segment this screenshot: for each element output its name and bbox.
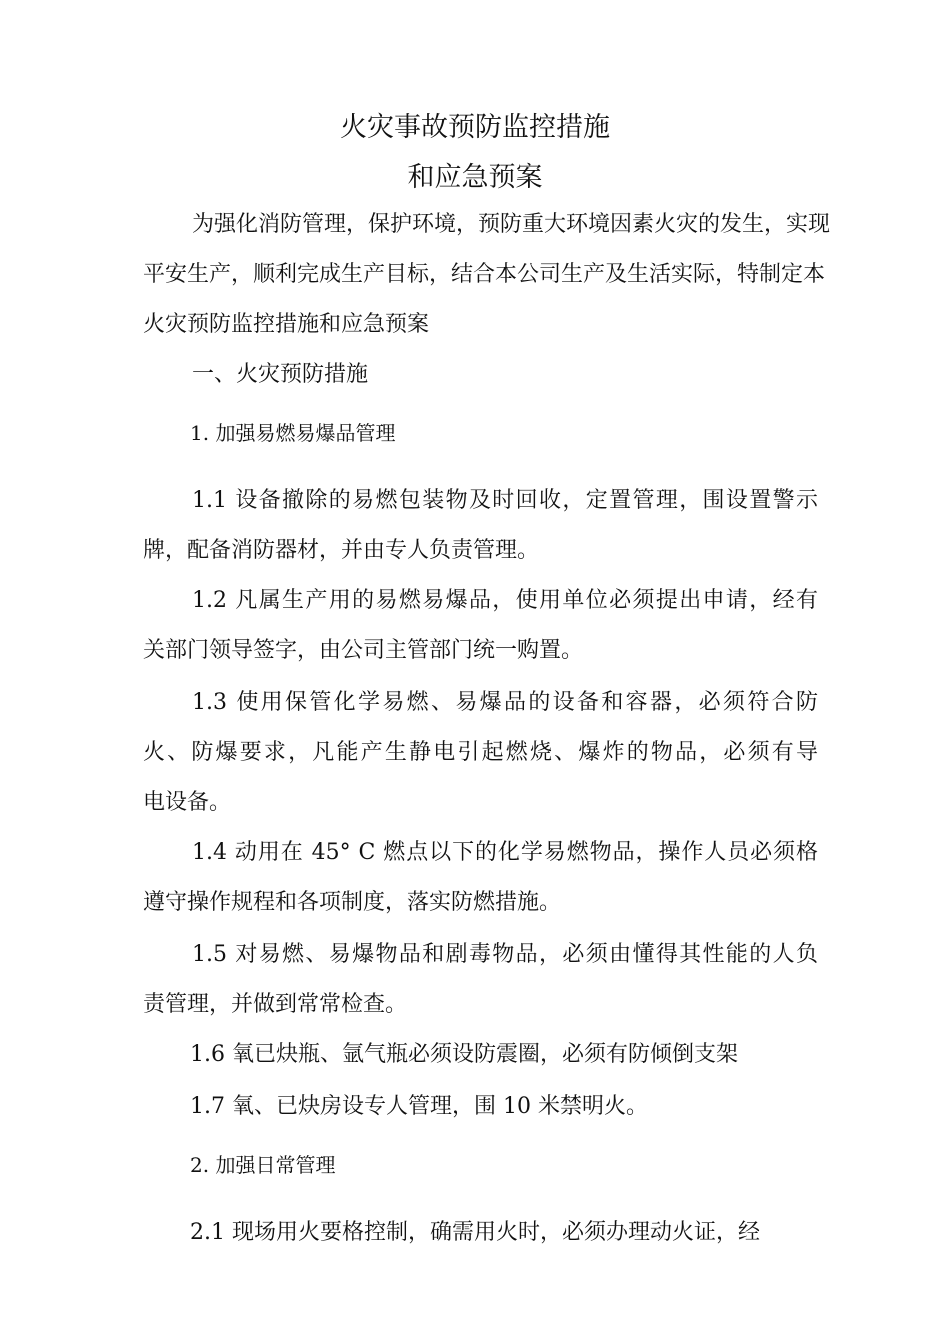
subsection-heading-flammables: 1. 加强易燃易爆品管理: [190, 421, 396, 445]
item-1-3-line-3: 电设备。: [143, 790, 232, 815]
item-1-1-line-1: 1.1 设备撤除的易燃包装物及时回收，定置管理，围设置警示: [192, 488, 818, 513]
item-2-1-line-1: 2.1 现场用火要格控制，确需用火时，必须办理动火证，经: [190, 1220, 760, 1245]
subsection-heading-daily-management: 2. 加强日常管理: [190, 1153, 336, 1177]
item-1-3-line-2: 火、防爆要求，凡能产生静电引起燃烧、爆炸的物品，必须有导: [143, 740, 818, 765]
item-1-1-line-2: 牌，配备消防器材，并由专人负责管理。: [143, 538, 540, 563]
intro-line-1: 为强化消防管理，保护环境，预防重大环境因素火灾的发生，实现: [192, 212, 831, 237]
section-heading-fire-prevention: 一、火灾预防措施: [192, 362, 369, 387]
item-1-5-line-1: 1.5 对易燃、易爆物品和剧毒物品，必须由懂得其性能的人负: [192, 942, 818, 967]
item-1-4-line-1: 1.4 动用在 45° C 燃点以下的化学易燃物品，操作人员必须格: [192, 840, 818, 865]
item-1-3-line-1: 1.3 使用保管化学易燃、易爆品的设备和容器，必须符合防: [192, 690, 818, 715]
item-1-2-line-1: 1.2 凡属生产用的易燃易爆品，使用单位必须提出申请，经有: [192, 588, 818, 613]
item-1-2-line-2: 关部门领导签字，由公司主管部门统一购置。: [143, 638, 584, 663]
intro-line-3: 火灾预防监控措施和应急预案: [143, 312, 430, 337]
item-1-7: 1.7 氧、已炔房设专人管理，围 10 米禁明火。: [190, 1094, 648, 1119]
item-1-6: 1.6 氧已炔瓶、氩气瓶必须设防震圈，必须有防倾倒支架: [190, 1042, 738, 1067]
item-1-5-line-2: 责管理，并做到常常检查。: [143, 992, 408, 1017]
document-title-line-1: 火灾事故预防监控措施: [340, 112, 610, 143]
intro-line-2: 平安生产，顺利完成生产目标，结合本公司生产及生活实际，特制定本: [143, 262, 826, 287]
item-1-4-line-2: 遵守操作规程和各项制度，落实防燃措施。: [143, 890, 562, 915]
document-title-line-2: 和应急预案: [407, 162, 543, 193]
